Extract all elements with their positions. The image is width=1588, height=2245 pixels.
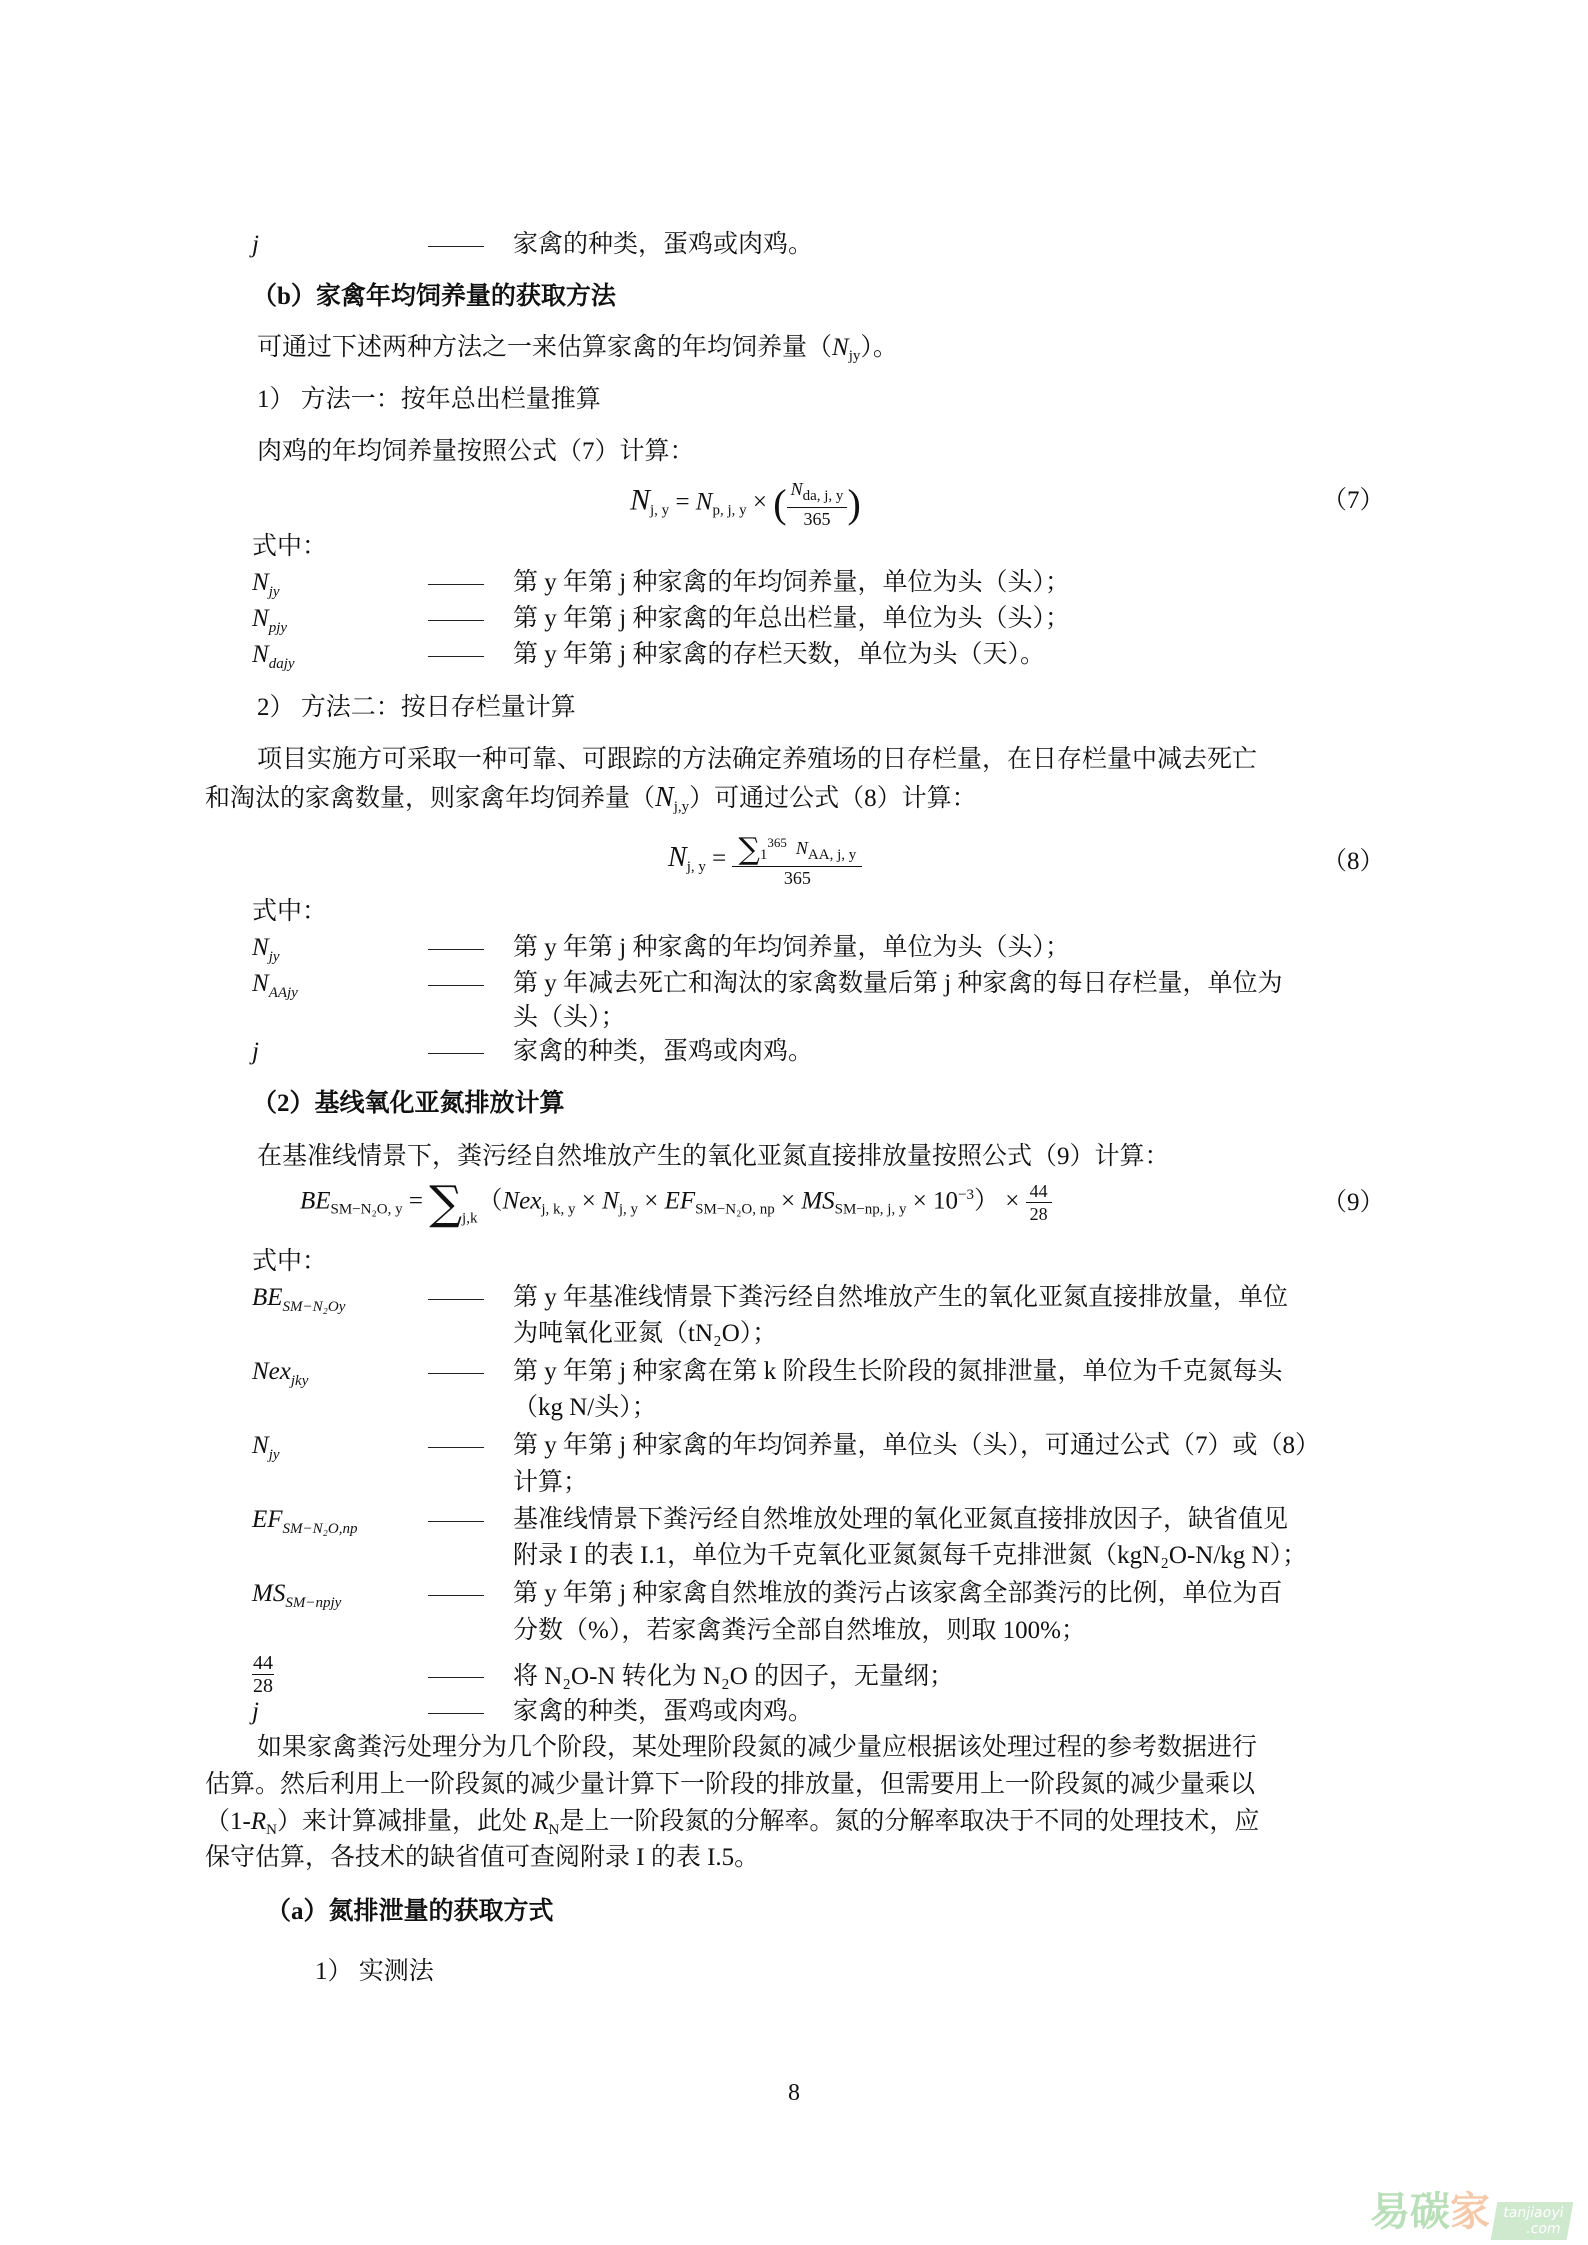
em-dash (428, 985, 484, 986)
em-dash (428, 1053, 484, 1054)
intro-b-subscript: jy (848, 348, 861, 364)
method-1-heading: 1） 方法一：按年总出栏量推算 (257, 386, 601, 413)
heading-2: （2）基线氧化亚氮排放计算 (252, 1090, 565, 1117)
symbol-njy: $N_{jy}$ (252, 1432, 280, 1463)
page-number: 8 (788, 2080, 800, 2106)
symbol-ndajy: $N_{dajy}$ (252, 641, 295, 672)
para-text: ）来计算减排量，此处 (276, 1808, 534, 1835)
method-2-para-line-2 (205, 783, 977, 822)
r-subscript: N (548, 1822, 560, 1838)
f9-times: × (638, 1187, 665, 1215)
definition-text: 家禽的种类，蛋鸡或肉鸡。 (513, 1698, 814, 1725)
f9-lhs: BE (300, 1187, 331, 1215)
para-text-end: ）可通过公式（8）计算： (689, 785, 977, 812)
r-symbol: R (533, 1808, 549, 1835)
em-dash (428, 584, 484, 585)
em-dash (428, 246, 484, 247)
f7-num: N (790, 479, 803, 499)
para-text: 是上一阶段氮的分解率。氮的分解率取决于不同的处理技术，应 (559, 1808, 1260, 1835)
f9-nex-sub: j, k, y (541, 1201, 576, 1218)
definition-text: 家禽的种类，蛋鸡或肉鸡。 (513, 231, 814, 258)
em-dash (428, 1713, 484, 1714)
symbol-j: j (252, 231, 259, 258)
f8-lhs-sub: j, y (686, 859, 706, 876)
symbol-njy: $N_{jy}$ (252, 934, 280, 965)
f9-n-sub: j, y (618, 1201, 638, 1218)
definition-text-cont: 头（头）； (513, 1004, 626, 1031)
equation-number-9: （9） (1322, 1189, 1385, 1216)
f7-den: 365 (803, 509, 831, 529)
em-dash (428, 1521, 484, 1522)
em-dash (428, 949, 484, 950)
watermark-char: 碳 (1410, 2189, 1450, 2235)
where-label: 式中： (252, 898, 328, 925)
f7-lhs-sub: j, y (650, 502, 670, 519)
definition-text: 第 y 年第 j 种家禽的年均饲养量，单位头（头），可通过公式（7）或（8） (513, 1432, 1320, 1459)
symbol-njy: $N_{jy}$ (252, 569, 280, 600)
stages-para-line-4: 保守估算，各技术的缺省值可查阅附录 I 的表 I.5。 (205, 1844, 760, 1871)
definition-text: 第 y 年第 j 种家禽的存栏天数，单位为头（天）。 (513, 641, 1045, 668)
baseline-intro: 在基准线情景下，粪污经自然堆放产生的氧化亚氮直接排放量按照公式（9）计算： (257, 1143, 1170, 1170)
formula-8 (668, 832, 862, 889)
para-symbol: N (655, 782, 674, 813)
intro-b-end: ）。 (860, 334, 898, 361)
watermark-char: 家 (1450, 2189, 1490, 2235)
em-dash (428, 1299, 484, 1300)
sum-icon: ∑ (738, 831, 760, 867)
equation-number-8: （8） (1322, 848, 1385, 875)
f9-n: N (602, 1187, 619, 1215)
definition-text-cont: 计算； (513, 1469, 589, 1496)
watermark-logo (1370, 2180, 1570, 2238)
f9-fraction (1026, 1180, 1052, 1225)
em-dash (428, 1447, 484, 1448)
para-subscript: j,y (673, 799, 690, 815)
heading-b: （b）家禽年均饲养量的获取方法 (252, 283, 616, 310)
intro-b-text: 可通过下述两种方法之一来估算家禽的年均饲养量（ (257, 334, 833, 361)
f9-ms: MS (801, 1187, 835, 1215)
f9-ms-sub: SM−np, j, y (834, 1201, 907, 1218)
watermark-char: 易 (1370, 2189, 1410, 2235)
definition-text: 第 y 年第 j 种家禽的年总出栏量，单位为头（头）； (513, 605, 1070, 632)
f8-num-sub: AA, j, y (807, 847, 857, 863)
f7-rhs-sub: p, j, y (712, 502, 747, 519)
para-text: 和淘汰的家禽数量，则家禽年均饲养量（ (205, 785, 656, 812)
equation-number-7: （7） (1322, 487, 1385, 514)
f9-exponent: −3 (958, 1187, 975, 1203)
symbol-ef: $EF_{SM-N_2O,np}$ (252, 1506, 358, 1537)
symbol-44-28: $\frac{44}{28}$ (253, 1652, 273, 1697)
method-2-heading: 2） 方法二：按日存栏量计算 (257, 694, 576, 721)
f8-fraction (732, 832, 862, 889)
definition-text: 第 y 年第 j 种家禽的年均饲养量，单位为头（头）； (513, 569, 1070, 596)
watermark-site-2: .com (1524, 2221, 1563, 2238)
formula-7 (630, 478, 861, 530)
f9-sum-sub: j,k (462, 1210, 478, 1227)
measure-method-heading: 1） 实测法 (315, 1958, 434, 1985)
f7-times: × (746, 488, 774, 516)
f8-lhs: N (668, 842, 687, 874)
f8-sum-sub: 1 (759, 847, 768, 863)
f7-close-paren: ) (847, 481, 861, 526)
definition-text: 第 y 年第 j 种家禽在第 k 阶段生长阶段的氮排泄量，单位为千克氮每头 (513, 1358, 1283, 1385)
f9-equals: = (402, 1187, 430, 1215)
where-label: 式中： (252, 533, 328, 560)
definition-text-cont: 分数（%），若家禽粪污全部自然堆放，则取 100%； (513, 1617, 1086, 1644)
definition-text: 第 y 年第 j 种家禽的年均饲养量，单位为头（头）； (513, 934, 1070, 961)
f8-den: 365 (783, 868, 811, 888)
em-dash (428, 620, 484, 621)
r-symbol: R (250, 1808, 267, 1835)
em-dash (428, 1373, 484, 1374)
em-dash (428, 1595, 484, 1596)
f9-lhs-sub: SM−N₂O, y (330, 1201, 403, 1218)
f7-rhs: N (695, 488, 713, 516)
symbol-j: j (252, 1038, 259, 1065)
f9-times: × (774, 1187, 802, 1215)
f9-nex: Nex (502, 1187, 542, 1215)
f7-fraction (787, 478, 848, 530)
f8-num: N (795, 838, 808, 858)
f7-equals: = (669, 488, 696, 516)
intro-b-symbol: N (832, 334, 849, 361)
symbol-npjy: $N_{pjy}$ (252, 605, 288, 636)
stages-para-line-1: 如果家禽粪污处理分为几个阶段，某处理阶段氮的减少量应根据该处理过程的参考数据进行 (257, 1734, 1258, 1761)
f7-lhs: N (630, 483, 651, 517)
method-1-intro: 肉鸡的年均饲养量按照公式（7）计算： (257, 438, 695, 465)
f7-open-paren: ( (773, 481, 787, 526)
stages-para-line-2: 估算。然后利用上一阶段氮的减少量计算下一阶段的排放量，但需要用上一阶段氮的减少量乘以 (205, 1771, 1256, 1798)
stages-para-line-3 (205, 1807, 1259, 1845)
watermark-site-1: tanjiaoyi (1502, 2205, 1565, 2222)
watermark-site-box (1491, 2202, 1574, 2240)
em-dash (428, 1677, 484, 1678)
symbol-ms: $MS_{SM-npjy}$ (252, 1580, 342, 1611)
f9-num: 44 (1026, 1180, 1052, 1203)
em-dash (428, 656, 484, 657)
definition-text: 第 y 年减去死亡和淘汰的家禽数量后第 j 种家禽的每日存栏量，单位为 (513, 970, 1283, 997)
f9-open: （ (477, 1187, 503, 1215)
f9-ef: EF (664, 1187, 696, 1215)
method-2-para-line-1: 项目实施方可采取一种可靠、可跟踪的方法确定养殖场的日存栏量，在日存栏量中减去死亡 (257, 746, 1258, 773)
sum-icon: ∑ (429, 1175, 463, 1230)
symbol-j: j (252, 1698, 259, 1725)
intro-b (257, 333, 898, 371)
r-subscript: N (266, 1822, 277, 1838)
symbol-nex: Nex$_{jky}$ (252, 1358, 309, 1389)
definition-text: 家禽的种类，蛋鸡或肉鸡。 (513, 1038, 814, 1065)
definition-text: 第 y 年基准线情景下粪污经自然堆放产生的氧化亚氮直接排放量，单位 (513, 1284, 1289, 1311)
f9-times: × (999, 1187, 1026, 1215)
definition-text: 基准线情景下粪污经自然堆放处理的氧化亚氮直接排放因子，缺省值见 (513, 1506, 1289, 1533)
definition-text-cont: 为吨氧化亚氮（tN₂O）； (513, 1320, 778, 1347)
f9-ten: × 10 (906, 1187, 959, 1215)
symbol-naajy: $N_{AAjy}$ (252, 970, 298, 1001)
f9-times: × (575, 1187, 603, 1215)
f8-equals: = (705, 845, 733, 873)
definition-text-cont: （kg N/头）； (513, 1394, 657, 1421)
heading-a: （a）氮排泄量的获取方式 (266, 1898, 554, 1925)
definition-text: 将 N₂O-N 转化为 N₂O 的因子，无量纲； (513, 1663, 955, 1690)
f8-sum-sup: 365 (767, 835, 787, 850)
definition-text-cont: 附录 I 的表 I.1，单位为千克氧化亚氮氮每千克排泄氮（kgN₂O-N/kg N）； (513, 1542, 1308, 1569)
symbol-be: $BE_{SM-N_2Oy}$ (252, 1284, 346, 1315)
para-text: （1- (205, 1808, 251, 1835)
definition-text: 第 y 年第 j 种家禽自然堆放的粪污占该家禽全部粪污的比例，单位为百 (513, 1580, 1283, 1607)
f9-close: ） (974, 1187, 1000, 1215)
where-label: 式中： (252, 1248, 328, 1275)
f9-ef-sub: SM−N₂O, np (695, 1201, 775, 1218)
formula-9 (300, 1175, 1052, 1233)
f7-num-sub: da, j, y (802, 488, 844, 504)
f9-den: 28 (1029, 1204, 1048, 1225)
